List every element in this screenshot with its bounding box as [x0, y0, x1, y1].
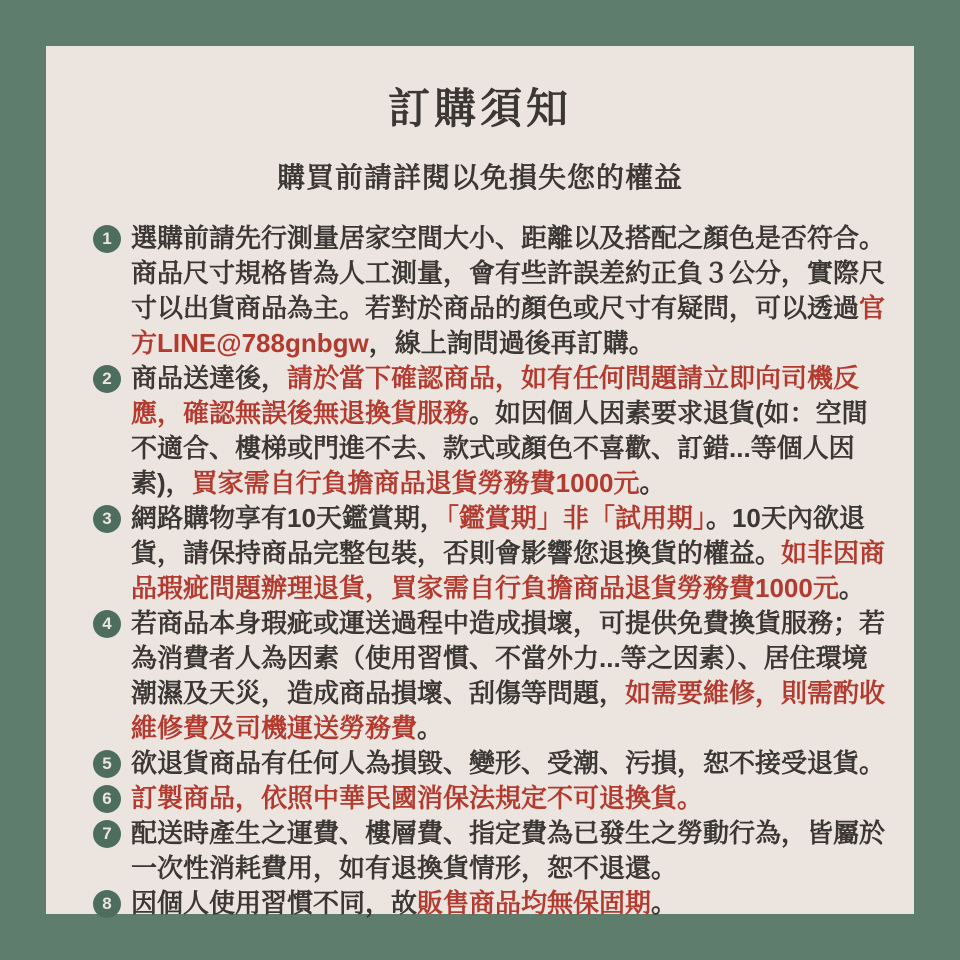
item-number-badge: 7	[93, 820, 121, 848]
text-segment: 官方LINE@788gnbgw	[131, 293, 886, 358]
item-text	[131, 816, 892, 886]
item-text	[131, 221, 892, 361]
text-segment: 。	[838, 573, 865, 603]
item-number-badge: 3	[93, 505, 121, 533]
text-segment: 商品送達後，	[131, 363, 288, 393]
text-segment: 若商品本身瑕疵或運送過程中造成損壞，可提供免費換貨服務；若為消費者人為因素（使用習慣、不當外力...等之因素）、居住環境潮濕及天災，造成商品損壞、刮傷等問題，	[131, 608, 886, 708]
item-number-badge: 1	[93, 225, 121, 253]
notice-item	[93, 361, 892, 501]
item-text	[131, 361, 892, 501]
page-subtitle: 購買前請詳閱以免損失您的權益	[276, 162, 683, 193]
text-segment: 如非因商品瑕疵問題辦理退貨，買家需自行負擔商品退貨勞務費1000元	[131, 538, 886, 603]
item-number-badge: 6	[93, 785, 121, 813]
text-segment: 。如因個人因素要求退貨(如：空間不適合、樓梯或門進不去、款式或顏色不喜歡、訂錯...等個人因素)，	[131, 398, 868, 498]
text-segment: 。10天內欲退貨，請保持商品完整包裝，否則會影響您退換貨的權益。	[131, 503, 865, 568]
item-number-badge: 2	[93, 365, 121, 393]
text-segment: 販售商品均無保固期	[417, 888, 652, 918]
notice-item	[93, 816, 892, 886]
text-segment: 買家需自行負擔商品退貨勞務費1000元	[191, 468, 640, 498]
item-text	[131, 501, 892, 606]
page-title: 訂購須知	[387, 85, 572, 132]
notice-item	[93, 886, 892, 921]
item-number-badge: 5	[93, 750, 121, 778]
item-number-badge: 8	[93, 890, 121, 918]
notice-item	[93, 501, 892, 606]
notice-item	[93, 746, 892, 781]
text-segment: 「鑑賞期」非「試用期」	[445, 503, 706, 533]
item-text	[131, 606, 892, 746]
text-segment: 訂製商品，依照中華民國消保法規定不可退換貨。	[131, 783, 704, 813]
notice-item	[93, 606, 892, 746]
text-segment: 。	[651, 888, 678, 918]
notice-item	[93, 781, 892, 816]
text-segment: 欲退貨商品有任何人為損毀、變形、受潮、污損，恕不接受退貨。	[131, 748, 886, 778]
text-segment: 選購前請先行測量居家空間大小、距離以及搭配之顏色是否符合。商品尺寸規格皆為人工測量，會有些許誤差約正負３公分，實際尺寸以出貨商品為主。若對於商品的顏色或尺寸有疑問，可以透過	[131, 223, 886, 323]
notice-panel	[46, 46, 914, 918]
text-segment: ，線上詢問過後再訂購。	[368, 328, 655, 358]
notice-list	[46, 221, 914, 921]
item-text	[131, 781, 892, 816]
notice-item	[93, 221, 892, 361]
item-text	[131, 886, 892, 921]
item-text	[131, 746, 892, 781]
text-segment: 配送時產生之運費、樓層費、指定費為已發生之勞動行為，皆屬於一次性消耗費用，如有退換貨情形，恕不退還。	[131, 818, 886, 883]
text-segment: 。	[639, 468, 666, 498]
text-segment: 請於當下確認商品，如有任何問題請立即向司機反應，確認無誤後無退換貨服務	[131, 363, 860, 428]
text-segment: 。	[417, 713, 444, 743]
text-segment: 如需要維修，則需酌收維修費及司機運送勞務費	[131, 678, 886, 743]
text-segment: 網路購物享有10天鑑賞期，	[131, 503, 446, 533]
item-number-badge: 4	[93, 610, 121, 638]
text-segment: 因個人使用習慣不同，故	[131, 888, 418, 918]
